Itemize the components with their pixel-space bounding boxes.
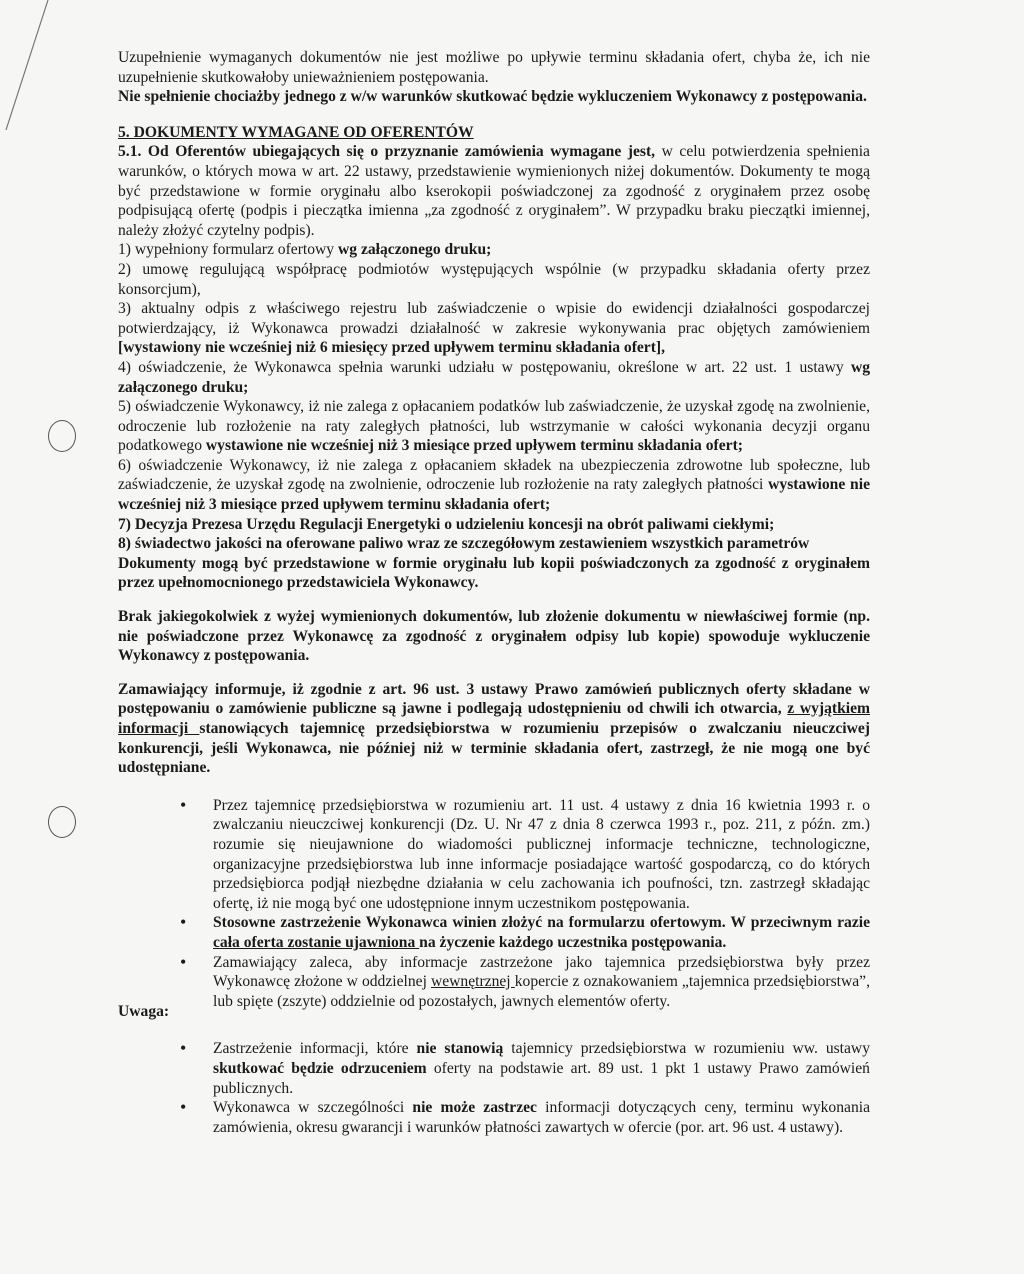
bullet-item-4: • Zastrzeżenie informacji, które nie stanowią tajemnicy przedsiębiorstwa w rozumieniu ww. ustawy skutkować będzie odrzuceniem oferty na podstawie art. 89 ust. 1 pkt 1 ustawy Prawo zamówień publicznych.: [180, 1038, 870, 1097]
bullet-dot: •: [180, 951, 187, 972]
bullet-dot: •: [180, 1097, 187, 1118]
doc-item-1: 1) wypełniony formularz ofertowy wg załączonego druku;: [118, 241, 492, 259]
documents-note: Dokumenty mogą być przedstawione w formie oryginału lub kopii poświadczonych za zgodność z oryginałem przez upełnomocnionego przedstawiciela Wykonawcy.: [118, 554, 870, 592]
section-heading: 5. DOKUMENTY WYMAGANE OD OFERENTÓW: [118, 123, 474, 141]
section-5-1: 5.1. Od Oferentów ubiegających się o przyznanie zamówienia wymagane jest, w celu potwierdzenia spełnienia warunków, o których mowa w art. 22 ustawy, przedstawienie wymienionych niżej dokumentów. Dokumenty te mogą być przedstawione w formie oryginału albo kserokopii poświadczonej za zgodność z oryginałem przez osobę podpisującą ofertę (podpis i pieczątka imienna „za zgodność z oryginałem”. W przypadku braku pieczątki imiennej, należy złożyć czytelny podpis).: [118, 143, 870, 239]
bullet-dot: •: [180, 794, 187, 815]
intro-warning: Nie spełnienie chociażby jednego z w/w warunków skutkować będzie wykluczeniem Wykonawcy z postępowania.: [118, 88, 867, 106]
zamawiajacy-paragraph: Zamawiający informuje, iż zgodnie z art. 96 ust. 3 ustawy Prawo zamówień publicznych oferty składane w postępowaniu o zamówienie publiczne są jawne i podlegają udostępnieniu od chwili ich otwarcia, z wyjątkiem informacji stanowiących tajemnicę przedsiębiorstwa w rozumieniu przepisów o zwalczaniu nieuczciwej konkurencji, jeśli Wykonawca, nie później niż w terminie składania ofert, zastrzegł, że nie mogą one być udostępniane.: [118, 680, 870, 777]
doc-item-5: 5) oświadczenie Wykonawcy, iż nie zalega z opłacaniem podatków lub zaświadczenie, że uzyskał zgodę na zwolnienie, odroczenie lub rozłożenie na raty zaległych płatności, lub wstrzymanie w całości wykonania decyzji organu podatkowego wystawione nie wcześniej niż 3 miesiące przed upływem terminu składania ofert;: [118, 398, 870, 455]
bullet-item-2: • Stosowne zastrzeżenie Wykonawca winien złożyć na formularzu ofertowym. W przeciwnym razie cała oferta zostanie ujawniona na życzenie każdego uczestnika postępowania.: [180, 912, 870, 951]
doc-item-6: 6) oświadczenie Wykonawcy, iż nie zalega z opłacaniem składek na ubezpieczenia zdrowotne lub społeczne, lub zaświadczenie, że uzyskał zgodę na zwolnienie, odroczenie lub rozłożenie na raty zaległych płatności wystawione nie wcześniej niż 3 miesiące przed upływem terminu składania ofert;: [118, 456, 870, 514]
bullet-item-3: • Zamawiający zaleca, aby informacje zastrzeżone jako tajemnica przedsiębiorstwa były przez Wykonawcę złożone w oddzielnej wewnętrznej kopercie z oznakowaniem „tajemnica przedsiębiorstwa”, lub spięte (zszyte) oddzielnie od pozostałych, jawnych elementów oferty.: [180, 951, 870, 1010]
doc-item-3: 3) aktualny odpis z właściwego rejestru lub zaświadczenie o wpisie do ewidencji działalności gospodarczej potwierdzający, iż Wykonawca prowadzi działalność w zakresie wykonywania prac objętych zamówieniem [wystawiony nie wcześniej niż 6 miesięcy przed upływem terminu składania ofert],: [118, 300, 870, 357]
doc-item-8: 8) świadectwo jakości na oferowane paliwo wraz ze szczegółowym zestawieniem wszystkich parametrów: [118, 535, 810, 553]
intro-paragraph: Uzupełnienie wymaganych dokumentów nie jest możliwe po upływie terminu składania ofert, chyba że, ich nie uzupełnienie skutkowałoby unieważnieniem postępowania.: [118, 49, 870, 86]
document-body: [118, 48, 870, 1137]
page-fold-line: [0, 0, 80, 140]
bullet-item-1: • Przez tajemnicę przedsiębiorstwa w rozumieniu art. 11 ust. 4 ustawy z dnia 16 kwietnia 1993 r. o zwalczaniu nieuczciwej konkurencji (Dz. U. Nr 47 z dnia 8 czerwca 1993 r., poz. 211, z późn. zm.) rozumie się nieujawnione do wiadomości publicznej informacje techniczne, technologiczne, organizacyjne przedsiębiorstwa lub inne informacje posiadające wartość gospodarczą, co do których przedsiębiorca podjął niezbędne działania w celu zachowania ich poufności, tzn. zastrzegł składając ofertę, iż nie mogą być one udostępnione innym uczestnikom postępowania.: [180, 794, 870, 912]
punch-hole-top: [48, 420, 76, 452]
bullet-dot: •: [180, 912, 187, 933]
doc-item-4: 4) oświadczenie, że Wykonawca spełnia warunki udziału w postępowaniu, określone w art. 22 ust. 1 ustawy wg załączonego druku;: [118, 358, 870, 396]
doc-item-2: 2) umowę regulującą współpracę podmiotów występujących wspólnie (w przypadku składania oferty przez konsorcjum),: [118, 260, 870, 298]
bullet-dot: •: [180, 1038, 187, 1059]
punch-hole-bottom: [48, 806, 76, 838]
bullet-item-5: • Wykonawca w szczególności nie może zastrzec informacji dotyczących ceny, terminu wykonania zamówienia, okresu gwarancji i warunków płatności zawartych w ofercie (por. art. 96 ust. 4 ustawy).: [180, 1097, 870, 1136]
uwaga-label: Uwaga:: [118, 1002, 170, 1020]
doc-item-7: 7) Decyzja Prezesa Urzędu Regulacji Energetyki o udzieleniu koncesji na obrót paliwami ciekłymi;: [118, 515, 775, 533]
missing-documents-warning: Brak jakiegokolwiek z wyżej wymienionych dokumentów, lub złożenie dokumentu w niewłaściwej formie (np. nie poświadczone przez Wykonawcę za zgodność z oryginałem odpisy lub kopie) spowoduje wykluczenie Wykonawcy z postępowania.: [118, 608, 870, 665]
bullet-list: [118, 796, 870, 1138]
